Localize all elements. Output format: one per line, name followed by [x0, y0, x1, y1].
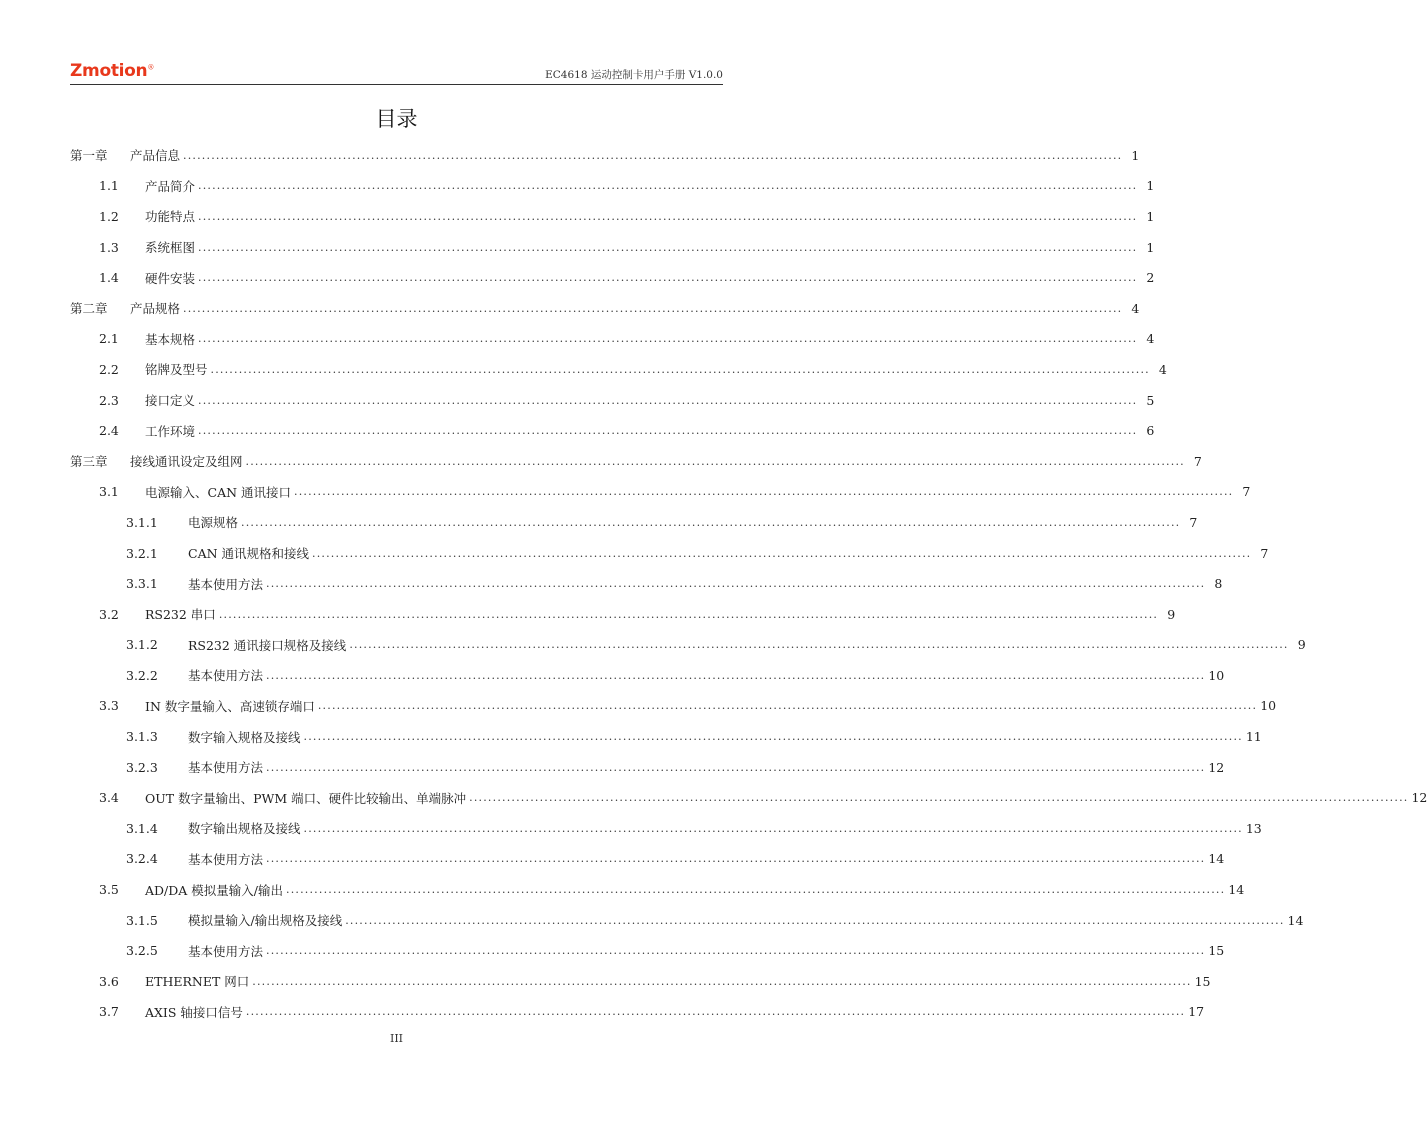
- toc-entry[interactable]: [70, 691, 1277, 722]
- dot-leader: ........................................................................................................................................................................................................: [183, 301, 1123, 315]
- toc-entry[interactable]: [70, 324, 1155, 355]
- toc-entry[interactable]: [70, 782, 1427, 813]
- toc-entry-page: 1: [1146, 239, 1155, 255]
- toc-entry-page: 4: [1158, 361, 1167, 377]
- registered-mark: ®: [147, 63, 155, 72]
- toc-entry[interactable]: [70, 201, 1155, 232]
- toc-entry-number: 第一章: [70, 148, 108, 164]
- toc-entry-title: 基本使用方法: [188, 576, 264, 592]
- dot-leader: ........................................................................................................................................................................................................: [198, 271, 1138, 285]
- toc-entry[interactable]: [70, 844, 1225, 875]
- dot-leader: ........................................................................................................................................................................................................: [198, 332, 1138, 346]
- toc-entry-page: 6: [1146, 423, 1155, 439]
- toc-entry-title: 接口定义: [145, 393, 196, 409]
- toc-entry-title: 硬件安装: [145, 270, 196, 286]
- zmotion-logo: [70, 61, 154, 81]
- dot-leader: ........................................................................................................................................................................................................: [294, 485, 1234, 499]
- toc-entry-page: 2: [1146, 270, 1155, 286]
- toc-entry-title: 基本使用方法: [188, 668, 264, 684]
- document-title: EC4618 运动控制卡用户手册 V1.0.0: [545, 69, 723, 81]
- toc-entry[interactable]: [70, 997, 1205, 1028]
- page-number: III: [389, 1032, 404, 1045]
- toc-entry-title: RS232 通讯接口规格及接线: [188, 637, 347, 653]
- toc-entry-number: 第二章: [70, 301, 108, 317]
- dot-leader: ........................................................................................................................................................................................................: [198, 209, 1138, 223]
- toc-entry-page: 15: [1208, 943, 1225, 959]
- toc-entry-page: 7: [1189, 514, 1198, 530]
- dot-leader: ........................................................................................................................................................................................................: [198, 179, 1138, 193]
- toc-entry-number: 3.2.5: [126, 943, 158, 959]
- toc-entry-number: 3.2.2: [126, 667, 158, 683]
- toc-entry-number: 1.1: [99, 178, 119, 194]
- toc-entry-page: 14: [1287, 912, 1304, 928]
- toc-entry-page: 5: [1146, 392, 1155, 408]
- toc-entry-title: 产品信息: [130, 148, 181, 164]
- toc-entry-number: 2.4: [99, 423, 119, 439]
- toc-entry-number: 3.1.5: [126, 912, 158, 928]
- dot-leader: ........................................................................................................................................................................................................: [198, 424, 1138, 438]
- toc-entry[interactable]: [70, 507, 1198, 538]
- toc-entry-number: 3.1.2: [126, 637, 158, 653]
- toc-entry[interactable]: [70, 262, 1155, 293]
- dot-leader: ........................................................................................................................................................................................................: [286, 883, 1226, 897]
- toc-entry-number: 3.3: [99, 698, 119, 714]
- toc-entry-page: 10: [1260, 698, 1277, 714]
- dot-leader: ........................................................................................................................................................................................................: [266, 944, 1206, 958]
- toc-entry-title: 基本使用方法: [188, 943, 264, 959]
- toc-entry-number: 1.2: [99, 208, 119, 224]
- dot-leader: ........................................................................................................................................................................................................: [245, 1005, 1186, 1019]
- dot-leader: ........................................................................................................................................................................................................: [266, 852, 1206, 866]
- toc-entry-title: 产品简介: [145, 178, 196, 194]
- toc-entry[interactable]: [70, 630, 1306, 661]
- toc-entry-title: 铭牌及型号: [145, 362, 208, 378]
- toc-entry-number: 3.5: [99, 882, 119, 898]
- dot-leader: ........................................................................................................................................................................................................: [241, 515, 1181, 529]
- toc-entry-number: 3.2.3: [126, 759, 158, 775]
- dot-leader: ........................................................................................................................................................................................................: [349, 638, 1289, 652]
- toc-entry-page: 4: [1131, 300, 1140, 316]
- dot-leader: ........................................................................................................................................................................................................: [317, 699, 1258, 713]
- toc-entry[interactable]: [70, 538, 1269, 569]
- toc-entry[interactable]: [70, 293, 1140, 324]
- toc-entry-number: 3.2: [99, 606, 119, 622]
- toc-entry-number: 3.7: [99, 1004, 119, 1020]
- dot-leader: ........................................................................................................................................................................................................: [266, 577, 1206, 591]
- toc-entry-title: 工作环境: [145, 423, 196, 439]
- toc-entry-page: 12: [1208, 759, 1225, 775]
- toc-entry-title: 系统框图: [145, 240, 196, 256]
- toc-entry-number: 第三章: [70, 454, 108, 470]
- dot-leader: ........................................................................................................................................................................................................: [469, 791, 1409, 805]
- toc-entry[interactable]: [70, 660, 1225, 691]
- toc-entry-page: 1: [1131, 147, 1140, 163]
- toc-heading: 目录: [375, 107, 418, 131]
- toc-entry[interactable]: [70, 354, 1167, 385]
- toc-entry-title: 数字输入规格及接线: [188, 729, 301, 745]
- toc-entry[interactable]: [70, 446, 1202, 477]
- dot-leader: ........................................................................................................................................................................................................: [183, 148, 1123, 162]
- toc-entry[interactable]: [70, 721, 1262, 752]
- toc-entry-title: CAN 通讯规格和接线: [188, 546, 310, 562]
- toc-entry-title: 数字输出规格及接线: [188, 821, 301, 837]
- dot-leader: ........................................................................................................................................................................................................: [345, 913, 1285, 927]
- toc-entry[interactable]: [70, 813, 1262, 844]
- toc-entry[interactable]: [70, 385, 1155, 416]
- toc-entry-title: 基本使用方法: [188, 851, 264, 867]
- toc-entry-title: OUT 数字量输出、PWM 端口、硬件比较输出、单端脉冲: [145, 790, 467, 806]
- toc-entry-number: 3.6: [99, 973, 119, 989]
- toc-entry[interactable]: [70, 415, 1155, 446]
- toc-entry-number: 3.1: [99, 484, 119, 500]
- toc-entry-page: 11: [1245, 729, 1262, 745]
- toc-entry-number: 3.2.4: [126, 851, 158, 867]
- toc-entry[interactable]: [70, 599, 1176, 630]
- toc-entry-page: 15: [1194, 973, 1211, 989]
- dot-leader: ........................................................................................................................................................................................................: [245, 454, 1185, 468]
- page-header: [70, 58, 723, 85]
- toc-entry-title: 产品规格: [130, 301, 181, 317]
- dot-leader: ........................................................................................................................................................................................................: [218, 607, 1159, 621]
- toc-entry[interactable]: [70, 171, 1155, 202]
- toc-entry-page: 14: [1208, 851, 1225, 867]
- toc-entry[interactable]: [70, 874, 1245, 905]
- toc-entry-page: 10: [1208, 667, 1225, 683]
- toc-entry-title: 模拟量输入/输出规格及接线: [188, 913, 343, 929]
- dot-leader: ........................................................................................................................................................................................................: [312, 546, 1252, 560]
- toc-entry-page: 13: [1245, 820, 1262, 836]
- toc-entry-page: 9: [1297, 637, 1306, 653]
- toc-entry-number: 2.1: [99, 331, 119, 347]
- toc-entry-title: AXIS 轴接口信号: [145, 1004, 243, 1020]
- toc-entry-page: 7: [1260, 545, 1269, 561]
- toc-entry-page: 1: [1146, 178, 1155, 194]
- dot-leader: ........................................................................................................................................................................................................: [198, 393, 1138, 407]
- toc-entry[interactable]: [70, 232, 1155, 263]
- dot-leader: ........................................................................................................................................................................................................: [266, 668, 1206, 682]
- toc-entry[interactable]: [70, 966, 1211, 997]
- logo-text: Zmotion: [70, 61, 148, 81]
- toc-entry-page: 17: [1188, 1004, 1205, 1020]
- toc-entry-title: AD/DA 模拟量输入/输出: [145, 882, 283, 898]
- dot-leader: ........................................................................................................................................................................................................: [252, 974, 1192, 988]
- toc-entry-number: 3.1.1: [126, 514, 158, 530]
- toc-entry-number: 3.2.1: [126, 545, 158, 561]
- toc-entry-page: 9: [1167, 606, 1176, 622]
- toc-entry-page: 1: [1146, 208, 1155, 224]
- toc-entry-number: 2.2: [99, 361, 119, 377]
- toc-entry-number: 1.4: [99, 270, 119, 286]
- toc-entry-page: 8: [1214, 576, 1223, 592]
- table-of-contents: [70, 140, 1427, 1027]
- toc-entry-number: 1.3: [99, 239, 119, 255]
- toc-entry-page: 12: [1411, 790, 1427, 806]
- toc-entry-title: 电源输入、CAN 通讯接口: [145, 484, 292, 500]
- dot-leader: ........................................................................................................................................................................................................: [266, 760, 1206, 774]
- toc-entry[interactable]: [70, 140, 1140, 171]
- toc-entry-number: 3.1.3: [126, 729, 158, 745]
- toc-entry-title: RS232 串口: [145, 607, 216, 623]
- toc-entry-title: 电源规格: [188, 515, 239, 531]
- toc-entry-number: 3.3.1: [126, 576, 158, 592]
- dot-leader: ........................................................................................................................................................................................................: [303, 730, 1243, 744]
- toc-entry[interactable]: [70, 568, 1223, 599]
- dot-leader: ........................................................................................................................................................................................................: [198, 240, 1138, 254]
- toc-entry-number: 3.4: [99, 790, 119, 806]
- toc-entry[interactable]: [70, 752, 1225, 783]
- toc-entry-title: 接线通讯设定及组网: [130, 454, 243, 470]
- toc-entry-page: 4: [1146, 331, 1155, 347]
- toc-entry-number: 2.3: [99, 392, 119, 408]
- toc-entry-page: 14: [1228, 882, 1245, 898]
- toc-entry[interactable]: [70, 905, 1304, 936]
- toc-entry-title: 基本使用方法: [188, 760, 264, 776]
- toc-entry[interactable]: [70, 935, 1225, 966]
- dot-leader: ........................................................................................................................................................................................................: [210, 362, 1150, 376]
- toc-entry-title: 功能特点: [145, 209, 196, 225]
- toc-entry-page: 7: [1193, 453, 1202, 469]
- toc-entry-title: 基本规格: [145, 331, 196, 347]
- toc-entry-title: ETHERNET 网口: [145, 974, 250, 990]
- toc-entry-title: IN 数字量输入、高速锁存端口: [145, 698, 315, 714]
- toc-entry[interactable]: [70, 477, 1251, 508]
- toc-entry-number: 3.1.4: [126, 820, 158, 836]
- dot-leader: ........................................................................................................................................................................................................: [303, 821, 1243, 835]
- toc-entry-page: 7: [1242, 484, 1251, 500]
